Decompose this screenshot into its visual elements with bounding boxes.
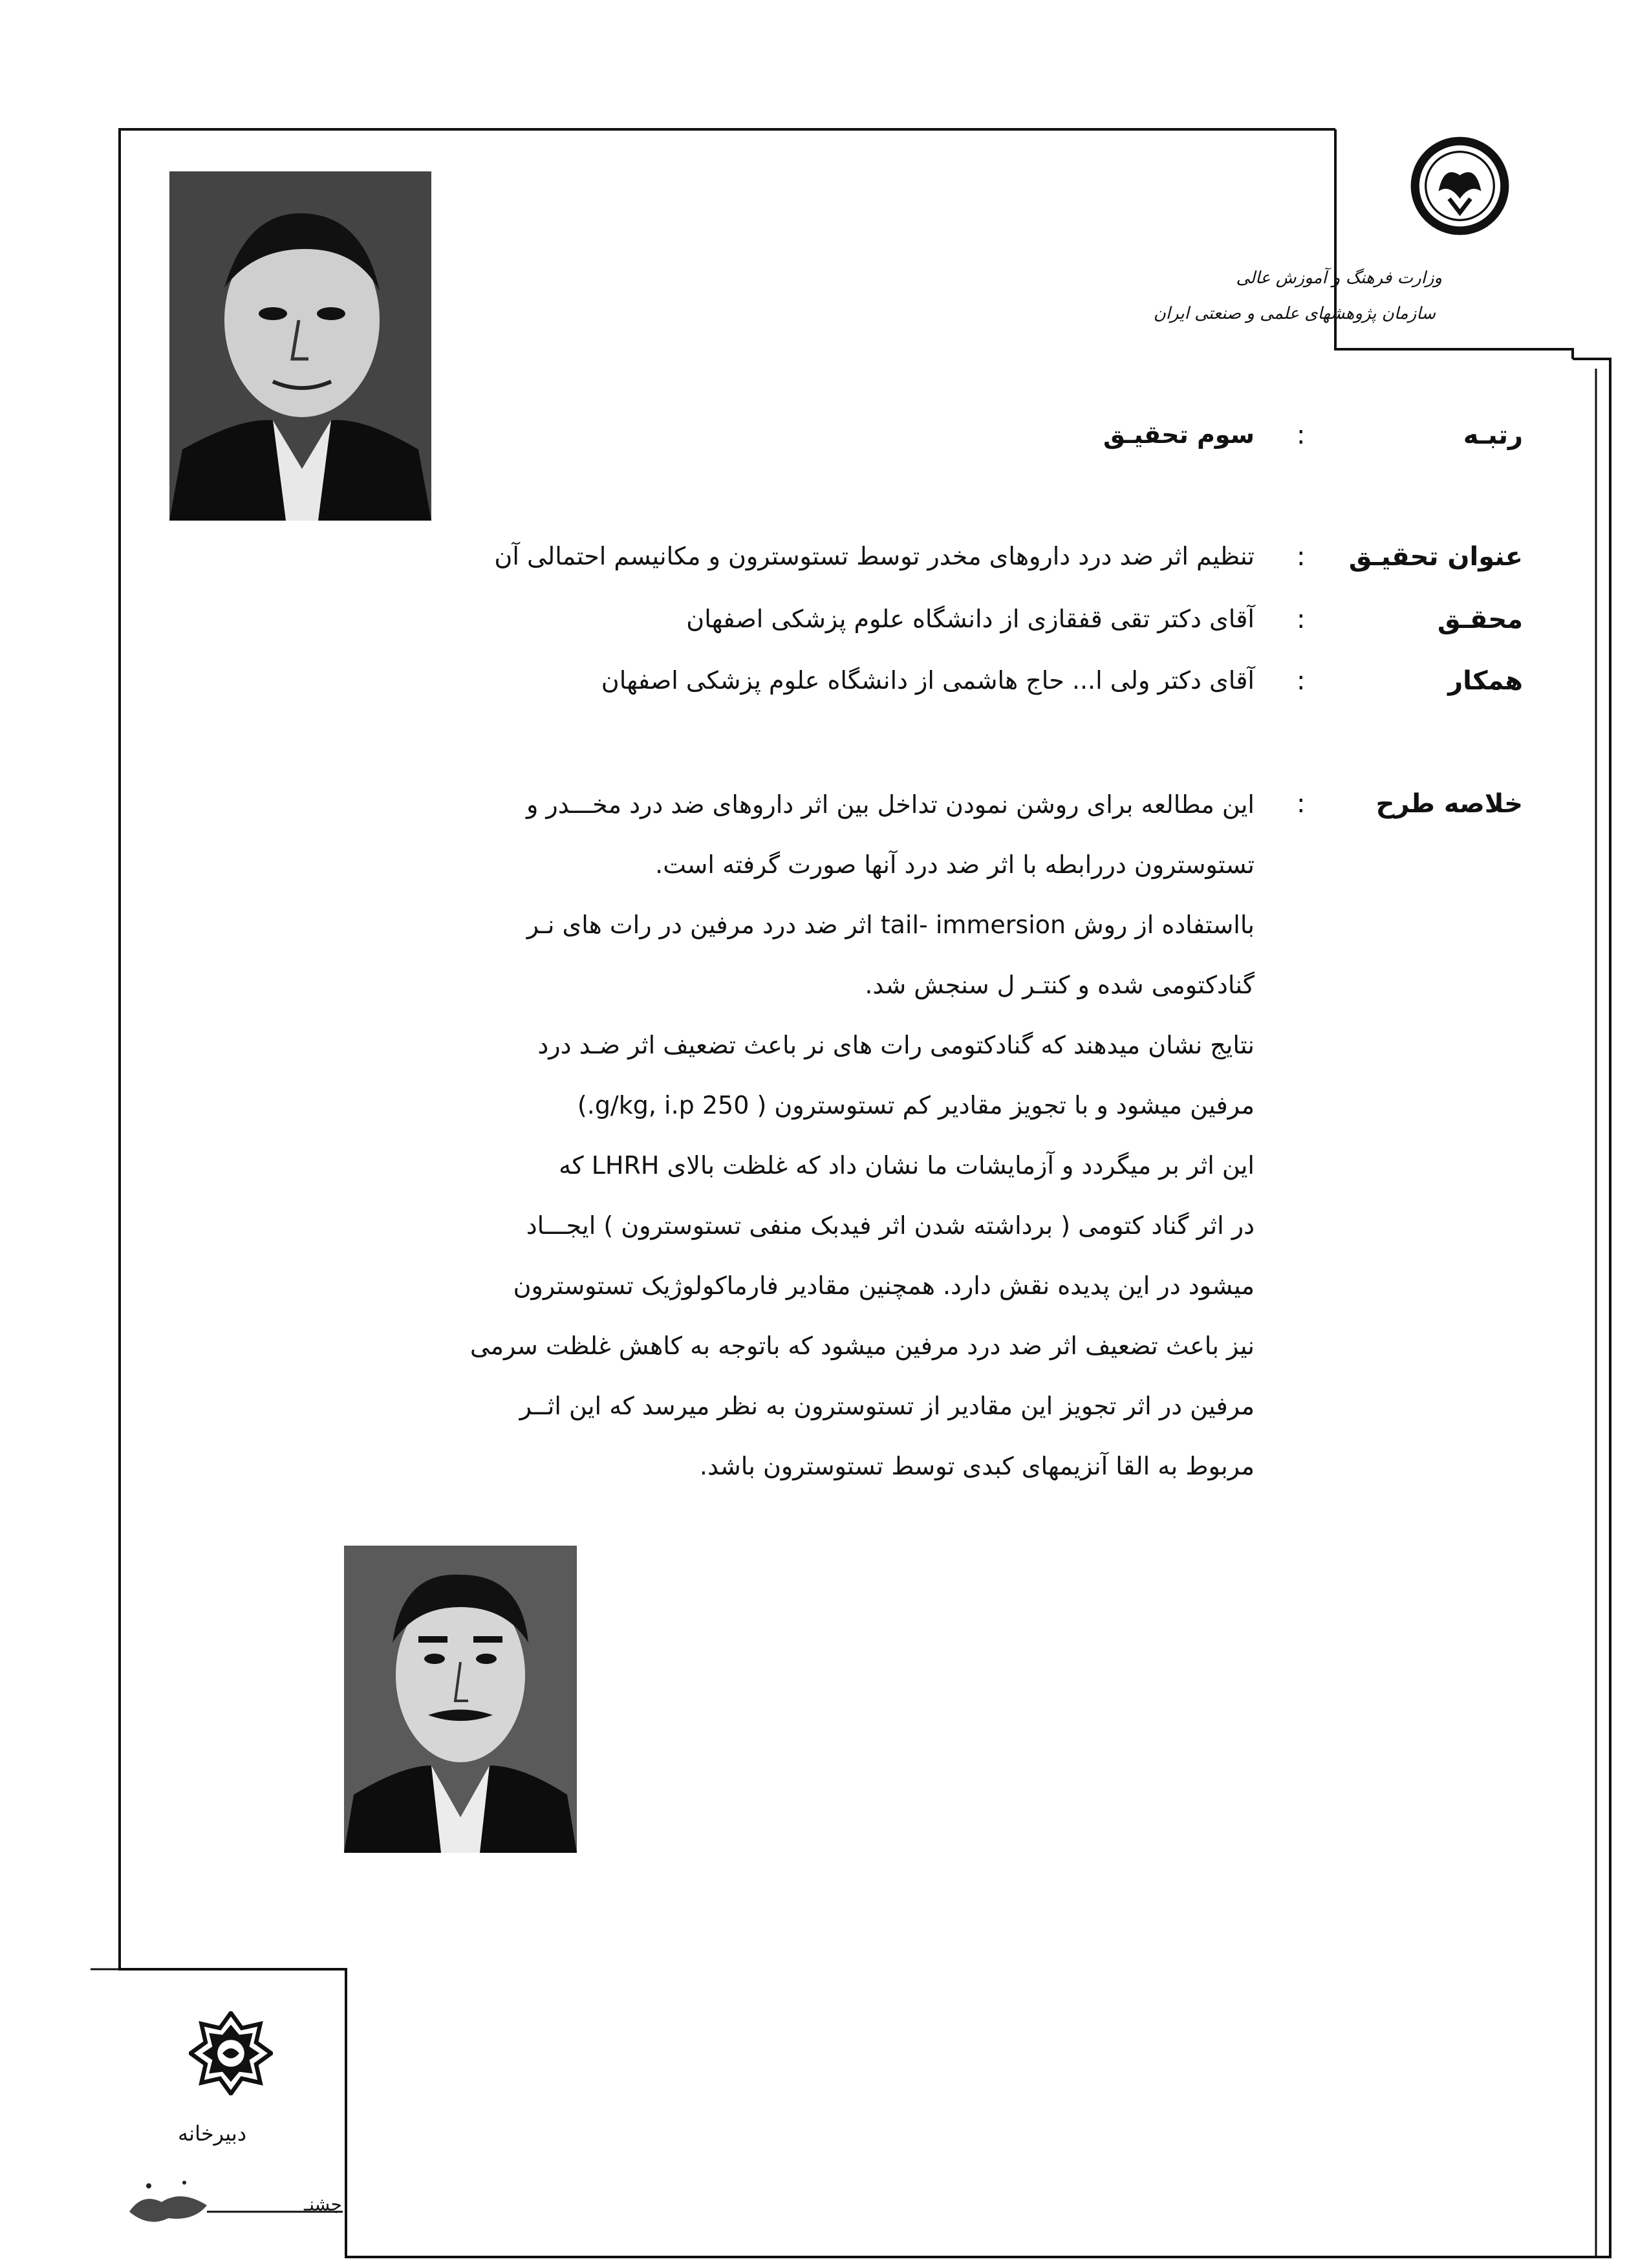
summary-line: میشود در این پدیده نقش دارد. همچنین مقادیر فارماکولوژیک تستوسترون [513,1271,1255,1300]
emblem-logo-icon [1406,133,1513,239]
rank-separator: : [1297,420,1306,450]
collaborator-value: آقای دکتر ولی ا... حاج هاشمی از دانشگاه علوم پزشکی اصفهان [601,666,1255,695]
summary-line: نیز باعث تضعیف اثر ضد درد مرفین میشود که باتوجه به کاهش غلظت سرمی [469,1332,1255,1360]
summary-separator: : [1297,789,1306,819]
ink-smudge [123,2166,213,2244]
summary-paragraph [362,775,1255,1496]
ministry-name-line-1: وزارت فرهنگ و آموزش عالی [1236,268,1442,288]
title-separator: : [1297,542,1306,572]
summary-line: مرفین در اثر تجویز این مقادیر از تستوسترون به نظر میرسد که این اثــر [519,1392,1255,1420]
summary-line: این اثر بر میگردد و آزمایشات ما نشان داد که غلظت بالای LHRH که [559,1151,1255,1180]
summary-line: نتایج نشان میدهند که گنادکتومی رات های نر باعث تضعیف اثر ضـد درد [537,1031,1255,1059]
researcher-separator: : [1297,605,1306,634]
summary-label: خلاصه طرح [1375,789,1523,819]
researcher-label: محقـق [1437,605,1523,634]
summary-line: مرفین میشود و با تجویز مقادیر کم تستوسترون ( 250 g/kg, i.p.) [577,1091,1255,1119]
summary-line: مربوط به القا آنزیمهای کبدی توسط تستوسترون باشد. [699,1452,1255,1480]
rank-value: سوم تحقیـق [1103,420,1255,449]
collaborator-label: همکار [1448,666,1523,696]
collaborator-photo [344,1546,577,1853]
summary-line: تستوسترون دررابطه با اثر ضد درد آنها صورت گرفته است. [655,850,1255,879]
summary-line: این مطالعه برای روشن نمودن تداخل بین اثر داروهای ضد درد مخـــدر و [526,790,1255,819]
summary-line: در اثر گناد کتومی ( برداشته شدن اثر فیدبک منفی تستوسترون ) ایجـــاد [526,1211,1255,1240]
title-label: عنوان تحقیـق [1348,542,1523,572]
festival-label: جشنـ [304,2194,342,2215]
ministry-name-line-2: سازمان پژوهشهای علمی و صنعتی ایران [1153,304,1436,323]
summary-line: گنادکتومی شده و کنتـر ل سنجش شد. [865,971,1255,999]
title-value: تنظیم اثر ضد درد داروهای مخدر توسط تستوسترون و مکانیسم احتمالی آن [494,542,1255,570]
summary-line: بااستفاده از روش tail- immersion اثر ضد درد مرفین در رات های نـر [526,911,1255,939]
researcher-photo [169,171,431,521]
festival-seal-icon [189,2011,273,2095]
rank-label: رتبـه [1463,420,1523,450]
researcher-value: آقای دکتر تقی قفقازی از دانشگاه علوم پزشکی اصفهان [686,605,1255,633]
secretariat-label: دبیرخانه [178,2121,247,2146]
collaborator-separator: : [1297,666,1306,696]
